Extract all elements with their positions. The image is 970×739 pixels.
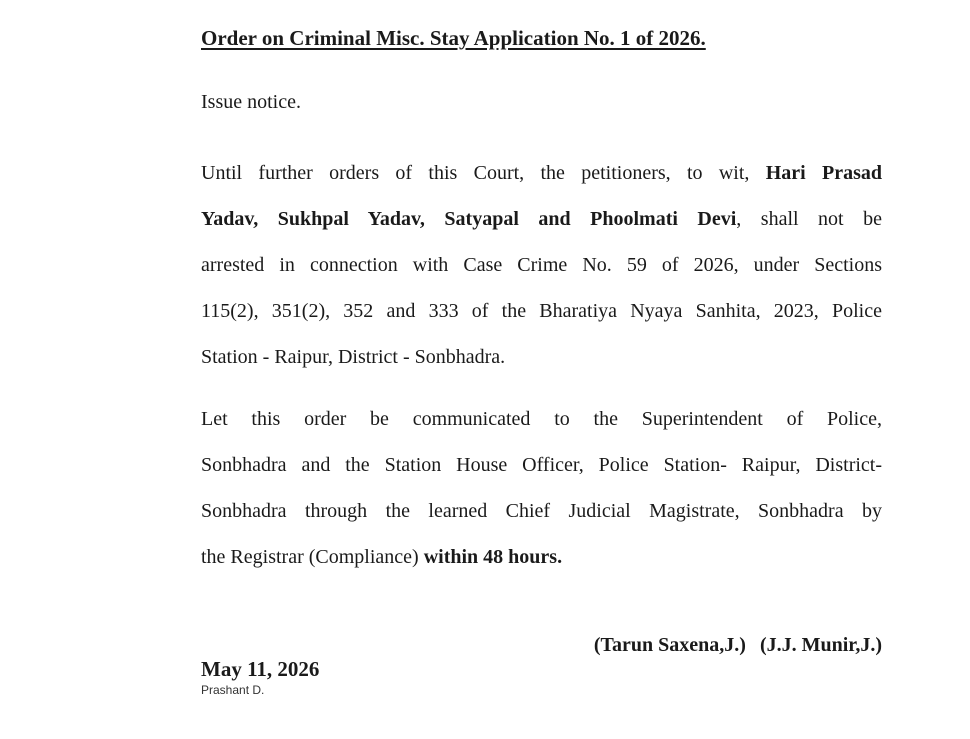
stay-line-5: Station - Raipur, District - Sonbhadra. bbox=[201, 346, 506, 368]
stay-line-1-text: Until further orders of this Court, the petitioners, to wit, bbox=[201, 162, 766, 184]
deadline-text: within 48 hours. bbox=[423, 546, 563, 568]
judge-name-1: (Tarun Saxena,J.) bbox=[593, 634, 746, 656]
petitioner-names-part-1: Hari Prasad bbox=[765, 162, 883, 184]
communication-line-4-text: the Registrar (Compliance) bbox=[201, 546, 424, 568]
paragraph-issue-notice bbox=[201, 89, 882, 115]
stay-line-4: 115(2), 351(2), 352 and 333 of the Bharatiya Nyaya Sanhita, 2023, Police bbox=[201, 300, 882, 322]
stay-line-2-text: , shall not be bbox=[736, 208, 882, 230]
paragraph-stay-order bbox=[201, 150, 882, 380]
judge-name-2: (J.J. Munir,J.) bbox=[759, 634, 882, 656]
communication-line-1: Let this order be communicated to the Superintendent of Police, bbox=[201, 408, 882, 430]
judges-signature-block bbox=[594, 634, 882, 657]
paragraph-communication bbox=[201, 396, 882, 580]
communication-line-3: Sonbhadra through the learned Chief Judicial Magistrate, Sonbhadra by bbox=[201, 500, 882, 522]
stay-line-2 bbox=[201, 196, 882, 242]
stay-line-3: arrested in connection with Case Crime No. 59 of 2026, under Sections bbox=[201, 254, 882, 276]
order-date: May 11, 2026 bbox=[201, 657, 320, 681]
issue-notice-text: Issue notice. bbox=[201, 91, 301, 113]
order-heading: Order on Criminal Misc. Stay Application No. 1 of 2026. bbox=[201, 26, 706, 50]
communication-line-2: Sonbhadra and the Station House Officer, Police Station- Raipur, District- bbox=[201, 454, 882, 476]
stay-line-1 bbox=[201, 150, 882, 196]
petitioner-names-part-2: Yadav, Sukhpal Yadav, Satyapal and Phoolmati Devi bbox=[201, 208, 737, 230]
communication-line-4 bbox=[201, 534, 882, 580]
clerk-initials: Prashant D. bbox=[201, 683, 265, 697]
